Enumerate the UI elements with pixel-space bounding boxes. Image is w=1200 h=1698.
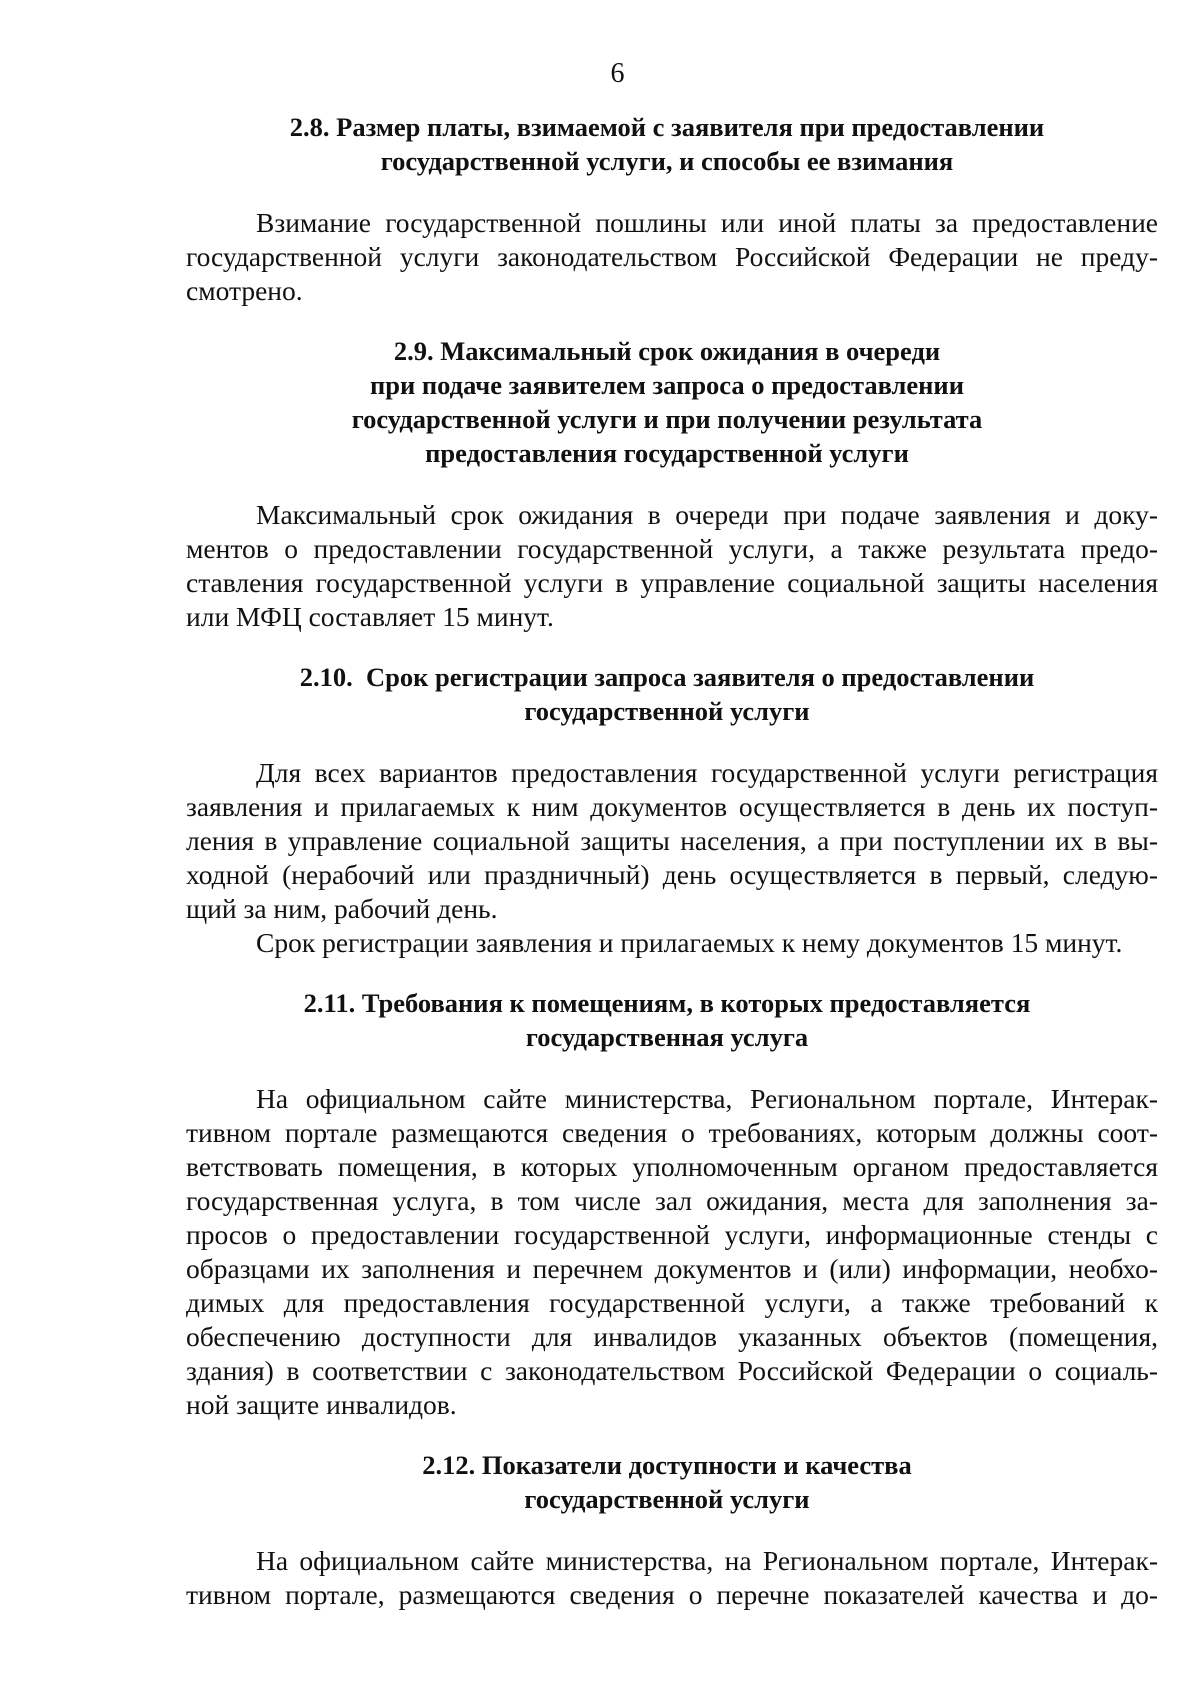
heading-line: государственной услуги bbox=[524, 1484, 810, 1514]
heading-line: 2.12. Показатели доступности и качества bbox=[422, 1450, 912, 1480]
text-line: Взимание государственной пошлины или иной платы за предоставление bbox=[256, 207, 1158, 238]
paragraph bbox=[186, 926, 1158, 960]
text-line: На официальном сайте министерства, Региональном портале, Интерак- bbox=[256, 1083, 1158, 1114]
section-2-10 bbox=[186, 660, 1158, 960]
section-2-9 bbox=[186, 334, 1158, 634]
text-line: или МФЦ составляет 15 минут. bbox=[186, 601, 554, 632]
text-line: ментов о предоставлении государственной услуги, а также результата предо- bbox=[186, 533, 1158, 564]
text-line: обеспечению доступности для инвалидов указанных объектов (помещения, bbox=[186, 1321, 1158, 1352]
heading-line: 2.8. Размер платы, взимаемой с заявителя при предоставлении bbox=[289, 112, 1045, 142]
text-line: Срок регистрации заявления и прилагаемых к нему документов 15 минут. bbox=[256, 927, 1123, 958]
text-line: тивном портале, размещаются сведения о перечне показателей качества и до- bbox=[186, 1579, 1158, 1610]
paragraph bbox=[186, 756, 1158, 926]
text-line: Максимальный срок ожидания в очереди при подаче заявления и доку- bbox=[256, 499, 1158, 530]
heading-line: государственная услуга bbox=[525, 1022, 809, 1052]
text-line: смотрено. bbox=[186, 275, 303, 306]
section-2-12 bbox=[186, 1448, 1158, 1612]
heading-line: государственной услуги bbox=[524, 696, 810, 726]
text-line: ставления государственной услуги в управление социальной защиты населения bbox=[186, 567, 1158, 598]
paragraph bbox=[186, 206, 1158, 308]
heading-line: государственной услуги, и способы ее взимания bbox=[380, 146, 954, 176]
text-line: образцами их заполнения и перечнем документов и (или) информации, необхо- bbox=[186, 1253, 1158, 1284]
text-line: здания) в соответствии с законодательством Российской Федерации о социаль- bbox=[186, 1355, 1158, 1386]
text-line: димых для предоставления государственной услуги, а также требований к bbox=[186, 1287, 1158, 1318]
section-heading bbox=[176, 334, 1158, 470]
text-line: государственной услуги законодательством Российской Федерации не преду- bbox=[186, 241, 1158, 272]
section-heading bbox=[176, 660, 1158, 728]
paragraph bbox=[186, 1082, 1158, 1422]
text-line: Для всех вариантов предоставления государственной услуги регистрация bbox=[256, 757, 1158, 788]
section-2-11 bbox=[186, 986, 1158, 1422]
text-line: ветствовать помещения, в которых уполномоченным органом предоставляется bbox=[186, 1151, 1158, 1182]
text-line: просов о предоставлении государственной услуги, информационные стенды с bbox=[186, 1219, 1158, 1250]
text-line: заявления и прилагаемых к ним документов осуществляется в день их поступ- bbox=[186, 791, 1158, 822]
text-line: ходной (нерабочий или праздничный) день осуществляется в первый, следую- bbox=[186, 859, 1158, 890]
heading-line: 2.11. Требования к помещениям, в которых предоставляется bbox=[303, 988, 1031, 1018]
text-line: ления в управление социальной защиты населения, а при поступлении их в вы- bbox=[186, 825, 1158, 856]
section-heading bbox=[176, 986, 1158, 1054]
heading-line: 2.9. Максимальный срок ожидания в очереди bbox=[393, 336, 941, 366]
heading-line: 2.10. Срок регистрации запроса заявителя о предоставлении bbox=[299, 662, 1035, 692]
text-line: тивном портале размещаются сведения о требованиях, которым должны соот- bbox=[186, 1117, 1158, 1148]
paragraph bbox=[186, 1544, 1158, 1612]
paragraph bbox=[186, 498, 1158, 634]
section-heading bbox=[176, 110, 1158, 178]
heading-line: при подаче заявителем запроса о предоставлении bbox=[370, 370, 964, 400]
document-body bbox=[186, 110, 1158, 1612]
text-line: На официальном сайте министерства, на Региональном портале, Интерак- bbox=[256, 1545, 1158, 1576]
text-line: государственная услуга, в том числе зал ожидания, места для заполнения за- bbox=[186, 1185, 1158, 1216]
heading-line: государственной услуги и при получении результата bbox=[351, 404, 983, 434]
section-2-8 bbox=[186, 110, 1158, 308]
heading-line: предоставления государственной услуги bbox=[425, 438, 909, 468]
text-line: щий за ним, рабочий день. bbox=[186, 893, 498, 924]
page-number: 6 bbox=[610, 58, 625, 89]
text-line: ной защите инвалидов. bbox=[186, 1389, 457, 1420]
section-heading bbox=[176, 1448, 1158, 1516]
